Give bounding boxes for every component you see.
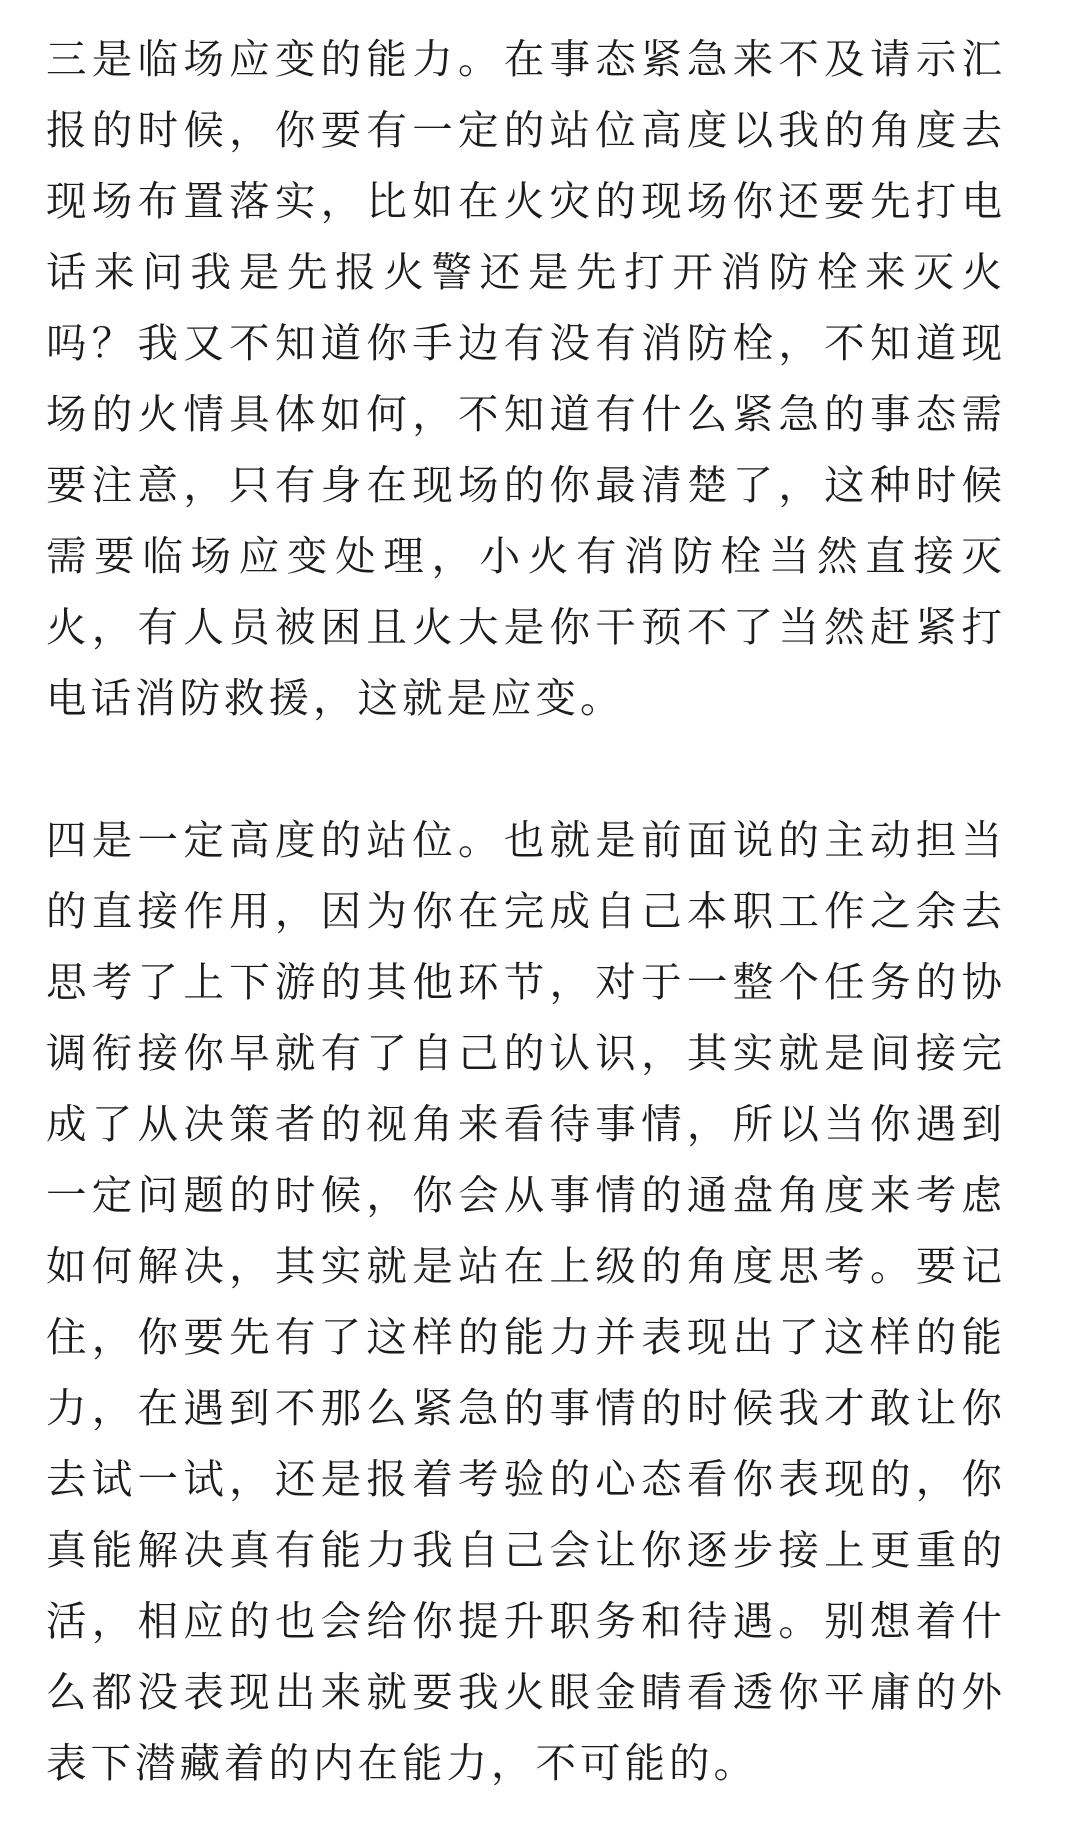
article-body xyxy=(46,24,1006,1799)
paragraph-four-text: 四是一定高度的站位。也就是前面说的主动担当的直接作用，因为你在完成自己本职工作之余去思考了上下游的其他环节，对于一整个任务的协调衔接你早就有了自己的认识，其实就是间接完成了从决策者的视角来看待事情，所以当你遇到一定问题的时候，你会从事情的通盘角度来考虑如何解决，其实就是站在上级的角度思考。 xyxy=(46,816,1006,1290)
paragraph-three: 三是临场应变的能力。在事态紧急来不及请示汇报的时候，你要有一定的站位高度以我的角度去现场布置落实，比如在火灾的现场你还要先打电话来问我是先报火警还是先打开消防栓来灭火吗？我又不知道你手边有没有消防栓，不知道现场的火情具体如何，不知道有什么紧急的事态需要注意，只有身在现场的你最清楚了，这种时候需要临场应变处理，小火有消防栓当然直接灭火，有人员被困且火大是你干预不了当然赶紧打电话消防救援，这就是应变。 xyxy=(46,35,1006,722)
highlighted-passage[interactable]: 要记住，你要先有了这样的能力并表现出了这样的能力，在遇到不那么紧急的事情的时候我才敢让你去试一试，还是报着考验的心态看你表现的，你真能解决真有能力我自己会让你逐步接上更重的活，相应的也会给你提升职务和待遇。别想着什么都没表现出来就要我火眼金睛看透你平庸的外表下潜藏着的内在能力，不可能的。 xyxy=(46,1242,1007,1787)
paragraph-four xyxy=(46,805,1006,1799)
